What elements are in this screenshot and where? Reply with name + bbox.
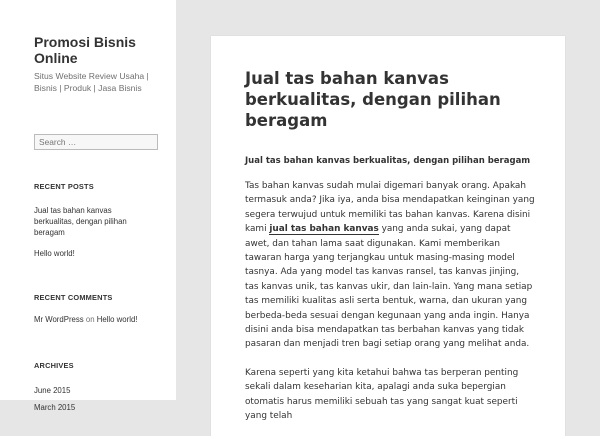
archive-link-march-2015[interactable]: March 2015	[34, 403, 76, 412]
article-title: Jual tas bahan kanvas berkualitas, dengan pilihan beragam	[245, 69, 501, 130]
paragraph-1-text-start: Tas bahan kanvas sudah mulai digemari banyak orang. Apakah termasuk anda? Jika iya, anda bisa mendapatkan keinginan yang segera terwujud untuk memiliki tas bahan kanvas. Karena disini kami	[245, 181, 535, 235]
archive-link-june-2015[interactable]: June 2015	[34, 386, 71, 395]
recent-comments-widget	[34, 293, 176, 325]
recent-comment-item	[34, 314, 154, 325]
search-input[interactable]	[34, 134, 158, 150]
recent-post-link-1[interactable]: Jual tas bahan kanvas berkualitas, dengan pilihan beragam	[34, 206, 127, 237]
site-title-link[interactable]: Promosi Bisnis Online	[34, 34, 136, 66]
article-paragraph-2: Karena seperti yang kita ketahui bahwa tas berperan penting sekali dalam keseharian kita, apalagi anda suka bepergian otomatis harus memiliki sebuah tas yang sangat kuat seperti yang telah	[245, 367, 519, 422]
recent-post-link-2[interactable]: Hello world!	[34, 249, 75, 258]
paragraph-1-text-end: yang anda sukai, yang dapat awet, dan tahan lama saat digunakan. Kami memberikan tawaran harga yang terjangkau untuk masing-masing model tasnya. Ada yang model tas kanvas ransel, tas kanvas jinjing, tas kanvas unik, tas kanvas ukir, dan lain-lain. Yang mana setiap tas memiliki kualitas asli serta bentuk, warna, dan ukuran yang berbeda-beda sesuai dengan kegunaan yang anda ingin. Hanya disini anda bisa mendapatkan tas berbahan kanvas yang tidak pasaran dan menjadi tren bagi setiap orang yang melihat anda.	[245, 224, 533, 350]
archives-widget	[34, 361, 176, 413]
article-paragraph-1	[245, 179, 535, 352]
site-description: Situs Website Review Usaha | Bisnis | Produk | Jasa Bisnis	[34, 71, 149, 93]
comment-author-link[interactable]: Mr WordPress	[34, 315, 84, 324]
comment-post-link[interactable]: Hello world!	[96, 315, 138, 324]
article-subtitle: Jual tas bahan kanvas berkualitas, dengan pilihan beragam	[245, 156, 531, 166]
jual-tas-bahan-kanvas-link[interactable]: jual tas bahan kanvas	[269, 224, 379, 235]
recent-comments-title: RECENT COMMENTS	[34, 293, 113, 302]
archives-title: ARCHIVES	[34, 361, 74, 370]
sidebar	[0, 0, 176, 412]
recent-posts-title: RECENT POSTS	[34, 182, 94, 191]
article-card	[211, 36, 565, 436]
recent-posts-widget	[34, 182, 176, 259]
comment-on-text: on	[85, 315, 95, 324]
